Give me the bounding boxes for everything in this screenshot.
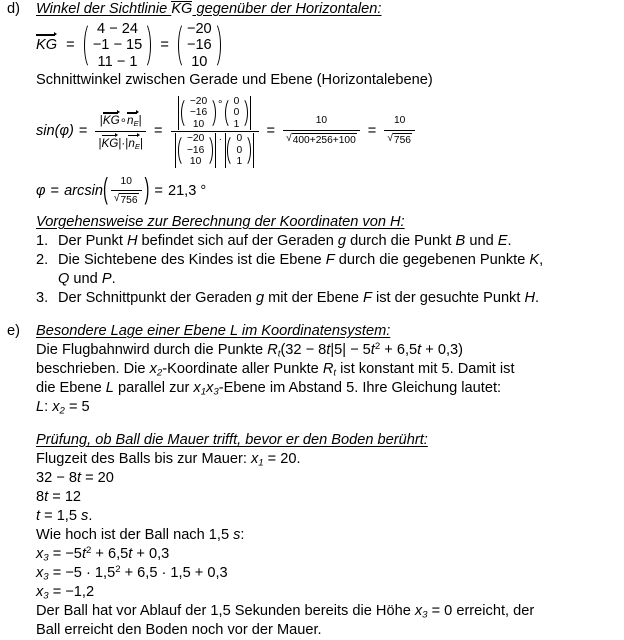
equals-sign-7: =: [50, 183, 60, 200]
arcsin-label: arcsin: [64, 183, 103, 200]
var-g: g: [255, 290, 265, 307]
vector-label-kg: KG: [36, 32, 57, 56]
heading-e-L-var: L: [229, 323, 238, 340]
var-Q: Q: [58, 271, 70, 288]
fraction-numerator: $|KG\circ n_E|$: [97, 110, 145, 131]
conclusion-line-1: Der Ball hat vor Ablauf der 1,5 Sekunden bereits die Höhe $x_3 = 0$ erreicht, der: [36, 602, 535, 621]
var-K: K: [529, 252, 540, 269]
phi-degree-value: 21,3 °: [167, 183, 207, 200]
column-vector-difference: [84, 21, 152, 70]
equals-sign-8: =: [154, 183, 163, 200]
paren-left-2: [178, 21, 185, 70]
vector-cell: −20: [186, 20, 212, 37]
abs-bar: [175, 133, 176, 167]
equals-sign-1: =: [66, 37, 75, 54]
phi-result-equation: [36, 175, 624, 210]
abs-bar: [250, 96, 251, 130]
section-e-body: [36, 322, 624, 640]
var-B: B: [455, 233, 466, 250]
pruefung-heading: Prüfung, ob Ball die Mauer trifft, bevor er den Boden berührt:: [36, 431, 428, 448]
fraction-denominator: $|KG|\cdot|n_E|$: [95, 131, 146, 153]
var-t: t: [370, 342, 375, 359]
radicand: 400+256+100: [292, 133, 357, 149]
vector-cell: −20: [189, 95, 208, 107]
multiply-operator: ·: [218, 134, 223, 146]
unit-s: s: [81, 507, 89, 524]
vec-kg-sym: KG: [103, 110, 120, 130]
paren-left: [181, 96, 188, 130]
vector-cell: 10: [191, 53, 208, 70]
var-F: F: [325, 252, 335, 269]
paren-right-1: [144, 21, 151, 70]
paren-group-close: ): [144, 174, 150, 207]
section-d-heading: [36, 0, 624, 19]
equals-sign-6: =: [367, 123, 377, 140]
vector-cell: −16: [186, 37, 212, 54]
var-t: t: [44, 488, 49, 505]
column-vector-kg: [178, 133, 213, 167]
paren-left: [225, 96, 232, 130]
list-item: [36, 289, 624, 308]
paren-right: [244, 133, 251, 167]
var-t: t: [36, 507, 41, 524]
var-x3: $x_3$: [36, 583, 49, 602]
vector-cell: 10: [192, 118, 205, 130]
vector-cell: 10: [189, 156, 202, 168]
var-x2: $x_2$: [149, 361, 163, 379]
abs-bar: [225, 133, 226, 167]
heading-d-kg-overline: KG: [171, 1, 193, 17]
var-t: t: [417, 342, 422, 359]
equals-sign-4: =: [154, 123, 163, 140]
var-x2: $x_2$: [52, 398, 65, 417]
fraction-denominator: [283, 130, 360, 149]
paren-right: [206, 133, 213, 167]
paren-right: [241, 96, 248, 130]
fraction-dot-product-explicit: [171, 96, 259, 168]
paren-right: [209, 96, 216, 130]
equals-sign-3: =: [78, 123, 88, 140]
column-vector-kg: [181, 96, 216, 130]
sqrt-expression: [286, 132, 357, 149]
column-vector-normal: [227, 133, 251, 167]
vector-cell: −20: [186, 133, 205, 145]
calc-line-2: 8t = 12: [36, 488, 82, 505]
calc-line-1: 32 − 8t = 20: [36, 469, 114, 486]
vector-cell: 0: [236, 133, 243, 145]
vector-cell: 1: [236, 156, 243, 168]
vector-equation-kg: [36, 21, 624, 70]
height-line-1: $x_3 = -5t^2 + 6,5t + 0,3$: [36, 544, 170, 564]
list-item: [36, 232, 624, 251]
sin-phi-formula: [36, 96, 624, 168]
unit-s: s: [233, 526, 241, 543]
vector-cell: 1: [233, 118, 240, 130]
fraction-ten-over-sqrt756: [384, 114, 415, 149]
fraction-numerator: 10: [393, 115, 406, 127]
flugzeit-line: Flugzeit des Balls bis zur Mauer: $x_1 = 20$.: [36, 450, 301, 469]
step-number: 3.: [36, 290, 49, 307]
question-line: Wie hoch ist der Ball nach 1,5 s:: [36, 526, 245, 543]
var-L: L: [105, 379, 114, 396]
fraction-numerator: 10: [120, 175, 132, 187]
conclusion-line-2: Ball erreicht den Boden noch vor der Mauer.: [36, 621, 322, 638]
step-number: 1.: [36, 233, 49, 250]
fraction-numerator: 10: [315, 115, 328, 127]
vector-cell: −16: [186, 144, 205, 156]
vec-n-sym2: $n_E$: [128, 133, 140, 153]
radicand: 756: [119, 193, 138, 209]
norm-numerator: [176, 96, 252, 130]
radicand: 756: [393, 133, 412, 149]
section-e: [0, 322, 624, 640]
fraction-dot-product-symbolic: [95, 110, 146, 153]
section-e-marker: e): [7, 323, 20, 340]
norm-denominator: [174, 133, 256, 167]
fraction-arcsin-argument: [111, 175, 142, 210]
column-vector-result: [178, 21, 221, 70]
plane-equation-L: L: $x_2 = 5$: [36, 398, 90, 417]
height-line-2: $x_3 = -5 \cdot 1,5^2 + 6,5 \cdot 1,5 + 0,3$: [36, 563, 228, 583]
section-d: [0, 0, 624, 308]
vector-cell: 4 − 24: [97, 20, 138, 37]
flugbahn-line-3: die Ebene L parallel zur $x_1x_3$-Ebene im Abstand 5. Ihre Gleichung lautet:: [36, 379, 502, 398]
column-vector-normal: [225, 96, 249, 130]
fraction-denominator: [111, 190, 142, 209]
vector-cell: 0: [236, 144, 243, 156]
sin-function-label: sin(φ): [36, 123, 74, 140]
steps-list: [36, 232, 624, 308]
radical-sign: √: [286, 133, 292, 145]
dot-operator: ∘: [217, 96, 224, 108]
sqrt-expression: [387, 132, 412, 149]
var-t: t: [128, 545, 133, 562]
equals-sign-2: =: [160, 37, 169, 54]
var-F: F: [363, 290, 372, 307]
heading-d-before: Winkel der Sichtlinie: [36, 1, 172, 17]
vector-cell: 11 − 1: [97, 53, 138, 70]
height-line-3: $x_3 = -1,2$: [36, 583, 95, 602]
abs-bar: [178, 96, 179, 130]
var-x3: $x_3$: [36, 564, 49, 583]
var-x3: $x_3$: [414, 602, 428, 621]
var-x1: $x_1$: [250, 450, 264, 469]
section-d-body: [36, 0, 624, 308]
vector-cell: −1 − 15: [92, 37, 143, 54]
abs-bar: [253, 133, 254, 167]
step-text: Der Punkt H befindet sich auf der Geraden g durch die Punkt B und E.: [58, 233, 512, 250]
var-R: $R_t$: [267, 342, 281, 360]
var-x1x3: $x_1x_3$: [193, 379, 219, 398]
vorgehensweise-heading: [36, 213, 624, 232]
heading-d-after: gegenüber der Horizontalen:: [192, 1, 382, 17]
calc-line-3: t = 1,5 s.: [36, 507, 93, 524]
section-e-heading: [36, 322, 624, 341]
fraction-denominator: [171, 131, 259, 167]
vec-n-sym: $n_E$: [127, 110, 139, 130]
var-g: g: [337, 233, 347, 250]
paren-right-2: [214, 21, 221, 70]
step-text: Der Schnittpunkt der Geraden g mit der Ebene F ist der gesuchte Punkt H.: [58, 290, 540, 307]
paren-left: [227, 133, 234, 167]
fraction-numerator: [173, 96, 255, 131]
vector-cell: −16: [189, 107, 208, 119]
flugbahn-line-1: Die Flugbahnwird durch die Punkte $R_t(32 - 8t|5| - 5t^2 + 6,5t + 0,3)$: [36, 341, 463, 360]
phi-symbol: φ: [36, 183, 46, 200]
var-P: P: [101, 271, 112, 288]
var-t: t: [326, 342, 331, 359]
heading-e-post: im Koordinatensystem:: [237, 323, 391, 340]
var-t: t: [76, 469, 82, 486]
abs-bar: [215, 133, 216, 167]
sqrt-expression: [114, 192, 139, 209]
fraction-denominator: [384, 130, 415, 149]
radical-sign: √: [387, 133, 393, 145]
list-item: [36, 251, 624, 289]
step-number: 2.: [36, 252, 49, 269]
vector-cell: 0: [233, 95, 240, 107]
fraction-ten-over-sqrt-sum: [283, 114, 360, 149]
vec-kg-sym2: KG: [102, 133, 119, 153]
var-x3: $x_3$: [36, 545, 49, 564]
var-H: H: [126, 233, 138, 250]
schnittwinkel-note: Schnittwinkel zwischen Gerade und Ebene (Horizontalebene): [36, 72, 433, 88]
vorgehen-pre: Vorgehensweise zur Berechnung der Koordinaten von: [36, 214, 390, 231]
step-text: Die Sichtebene des Kindes ist die Ebene F durch die gegebenen Punkte K, Q und P.: [58, 252, 544, 288]
var-E: E: [497, 233, 508, 250]
var-Rt: $R_t$: [322, 361, 337, 379]
vorgehen-post: :: [400, 214, 405, 231]
equals-sign-5: =: [266, 123, 276, 140]
paren-left: [178, 133, 185, 167]
var-t: t: [81, 545, 86, 562]
paren-group-open: (: [103, 174, 108, 207]
section-d-marker: d): [7, 1, 20, 17]
heading-e-pre: Besondere Lage einer Ebene: [36, 323, 230, 340]
flugbahn-line-2: beschrieben. Die $x_2$-Koordinate aller Punkte $R_t$ ist konstant mit 5. Damit ist: [36, 361, 515, 379]
var-L: L: [36, 398, 45, 415]
var-H: H: [524, 290, 536, 307]
vector-cell: 0: [233, 107, 240, 119]
radical-sign: √: [113, 193, 120, 205]
paren-left-1: [84, 21, 91, 70]
vorgehen-h-var: H: [390, 214, 401, 231]
